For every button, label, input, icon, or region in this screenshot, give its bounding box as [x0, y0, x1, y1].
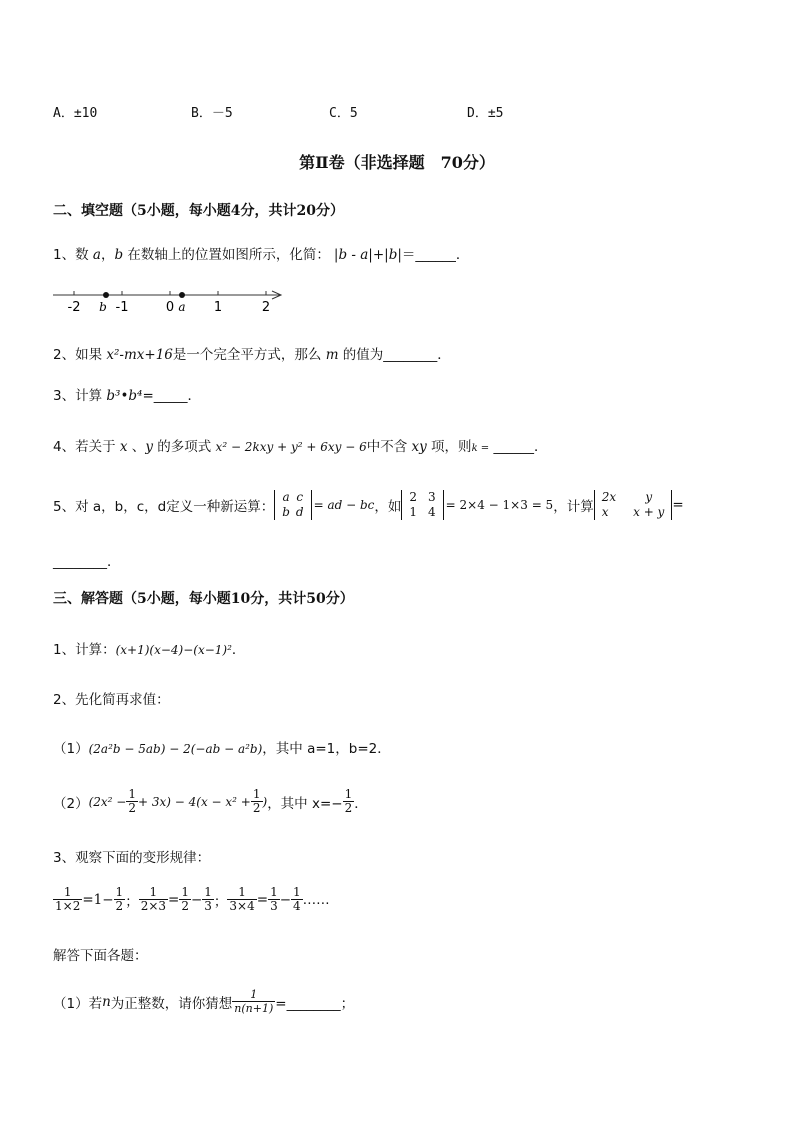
p2-sub2-frac1	[126, 788, 138, 815]
p2-sub2-label: （2）	[53, 795, 89, 812]
frac-den: 2	[181, 899, 189, 913]
q4-text4: 项，则	[426, 439, 472, 455]
problem-2: 2、先化简再求值：	[53, 692, 170, 708]
problem-3: 3、观察下面的变形规律：	[53, 850, 211, 866]
part2-title: 第Ⅱ卷（非选择题 70分）	[299, 153, 495, 172]
problem-1	[53, 638, 245, 658]
det-example-cell: 4	[428, 505, 436, 519]
pattern-3-rhs-b	[291, 886, 303, 913]
point-b-label: b	[99, 300, 107, 314]
p2-sub2-expr-b: + 3x) − 4(x − x² +	[138, 794, 251, 809]
q4-x: x	[119, 439, 128, 455]
pattern-1-lhs	[53, 886, 82, 913]
problem-2-sub2	[53, 788, 368, 815]
p3-sub1-blank: =________；	[275, 995, 355, 1012]
frac-num: 1	[53, 886, 82, 900]
tick-label-2: 2	[261, 300, 271, 315]
p3-n: n	[102, 993, 111, 1010]
p3-sub1-text: 为正整数，请你猜想	[110, 995, 233, 1012]
point-b	[103, 292, 109, 298]
section3-title: 三、解答题（5小题，每小题10分，共计50分）	[53, 591, 354, 607]
question-5	[53, 490, 684, 520]
tick-label-neg2: -2	[67, 300, 81, 315]
p2-sub2-end: ．	[354, 795, 368, 812]
q4-y: y	[145, 439, 153, 455]
q2-text1: 2、如果	[53, 347, 107, 363]
frac-num: 1	[115, 885, 124, 899]
frac-den: 2	[344, 801, 353, 815]
p2-sub1-expr: (2a²b − 5ab) − 2(−ab − a²b)	[88, 742, 263, 756]
frac-num: 1	[139, 886, 168, 900]
q1-text2: 在数轴上的位置如图所示，化简：	[123, 247, 330, 263]
frac-num: 1	[181, 885, 189, 899]
q4-text3: 中不含	[366, 439, 412, 455]
frac-num: 1	[252, 787, 261, 801]
q5-text2: ，如	[374, 499, 402, 515]
q5-determinant-definition	[274, 490, 311, 520]
choice-b: B．－5	[191, 106, 233, 121]
q5-example-result: = 2×4 − 1×3 = 5	[445, 498, 554, 512]
q5-text3: ，计算	[553, 499, 594, 515]
det-calc-cell: x + y	[633, 505, 665, 519]
problem-2-sub1	[53, 737, 391, 757]
pattern-3-eq: =	[256, 891, 269, 908]
pattern-3-rhs-a	[268, 886, 280, 913]
frac-num: 1	[227, 886, 256, 900]
p1-end: ．	[231, 642, 246, 658]
q3-text1: 3、计算	[53, 388, 107, 404]
question-3	[53, 384, 201, 404]
pattern-1-rhs	[114, 886, 126, 913]
p2-sub1-label: （1）	[53, 741, 89, 757]
q5-determinant-calc	[594, 490, 673, 520]
q4-text1: 4、若关于	[53, 439, 120, 455]
frac-den: n(n+1)	[234, 1002, 274, 1015]
det-def-cell: d	[295, 505, 304, 519]
pattern-3-sep: ……	[302, 891, 330, 908]
frac-den: 2×3	[140, 899, 167, 913]
frac-num: 1	[204, 885, 212, 899]
p1-expr: (x+1)(x−4)−(x−1)²	[115, 643, 232, 657]
pattern-1-eq: =1−	[82, 891, 114, 908]
det-example-cell: 2	[409, 490, 418, 504]
q3-expr: b³•b⁴	[106, 388, 143, 404]
frac-den: 3	[204, 899, 212, 913]
frac-den: 2	[115, 899, 124, 913]
q1-b: b	[114, 247, 124, 263]
p2-sub2-cond: ，其中 x=−	[267, 795, 343, 812]
p2-sub2-frac3	[343, 788, 355, 815]
frac-num: 1	[270, 885, 278, 899]
q3-text2: =_____．	[142, 388, 202, 404]
q4-xy: xy	[411, 439, 427, 455]
q2-m: m	[325, 347, 339, 363]
q4-k: k =	[471, 443, 490, 454]
q5-eq: =	[672, 497, 684, 513]
det-calc-cell: x	[601, 505, 609, 519]
pattern-3-lhs	[227, 886, 256, 913]
pattern-2-eq: =	[168, 891, 180, 908]
choice-a: A．±10	[53, 106, 98, 121]
q2-text2: 是一个完全平方式，那么	[172, 347, 326, 363]
frac-num: 1	[232, 988, 275, 1002]
det-def-cell: a	[282, 490, 290, 504]
pattern-2-rhs-b	[202, 886, 214, 913]
tick-label-neg1: -1	[115, 300, 129, 315]
section2-title: 二、填空题（5小题，每小题4分，共计20分）	[53, 203, 344, 219]
p3-sub1-frac	[232, 988, 275, 1015]
p3-sub1	[53, 988, 354, 1015]
frac-den: 1×2	[55, 899, 81, 913]
det-calc-cell: 2x	[601, 490, 617, 504]
q4-sep: 、	[127, 439, 146, 455]
p1-text: 1、计算：	[53, 642, 116, 658]
p3-pattern	[53, 886, 330, 913]
choice-c: C．5	[329, 106, 358, 121]
p3-answer-intro: 解答下面各题：	[53, 948, 148, 964]
q1-blank: ＝______．	[401, 247, 470, 263]
q1-sep: ，	[100, 247, 115, 263]
pattern-2-minus: −	[190, 891, 203, 908]
frac-den: 4	[293, 899, 301, 913]
frac-num: 1	[344, 787, 353, 801]
det-calc-cell: y	[645, 490, 653, 504]
det-example-cell: 3	[428, 490, 436, 504]
q1-text1: 1、数	[53, 247, 93, 263]
p2-sub2-frac2	[251, 788, 263, 815]
pattern-2-rhs-a	[179, 886, 191, 913]
det-def-cell: c	[296, 490, 304, 504]
q5-blank-line: ________．	[53, 554, 121, 570]
q5-determinant-example	[401, 490, 443, 520]
q2-text3: 的值为________．	[338, 347, 451, 363]
pattern-2-sep: ；	[213, 893, 228, 910]
q4-expr: x² − 2kxy + y² + 6xy − 6	[215, 440, 367, 454]
pattern-2-lhs	[139, 886, 168, 913]
p2-sub2-expr-c: )	[262, 794, 268, 809]
q5-def-result: = ad − bc	[313, 498, 375, 512]
frac-num: 1	[293, 885, 301, 899]
question-4	[53, 435, 547, 455]
q1-a: a	[92, 247, 101, 263]
tick-label-0: 0	[165, 300, 175, 315]
det-example-cell: 1	[409, 505, 418, 519]
q4-text2: 的多项式	[152, 439, 216, 455]
q5-text1: 5、对 a，b，c，d定义一种新运算：	[53, 499, 275, 515]
number-line	[48, 284, 298, 318]
frac-den: 3×4	[229, 899, 255, 913]
point-a-label: a	[178, 300, 186, 314]
q2-expr: x²-mx+16	[106, 347, 173, 363]
p2-sub1-cond: ，其中 a=1，b=2．	[262, 741, 391, 757]
q4-text5: ______．	[489, 439, 548, 455]
tick-label-1: 1	[213, 300, 223, 315]
frac-num: 1	[128, 787, 136, 801]
frac-den: 2	[128, 801, 136, 815]
q1-expr: |b - a|+|b|	[333, 247, 402, 263]
question-2	[53, 343, 451, 363]
p3-sub1-label: （1）若	[53, 995, 103, 1012]
question-1	[53, 243, 469, 263]
point-a	[179, 292, 185, 298]
p2-sub2-expr-a: (2x² −	[88, 794, 127, 809]
pattern-1-sep: ；	[125, 893, 139, 910]
pattern-3-minus: −	[279, 891, 292, 908]
frac-den: 2	[252, 801, 261, 815]
det-def-cell: b	[282, 505, 290, 519]
frac-den: 3	[270, 899, 278, 913]
choice-d: D．±5	[467, 106, 504, 121]
